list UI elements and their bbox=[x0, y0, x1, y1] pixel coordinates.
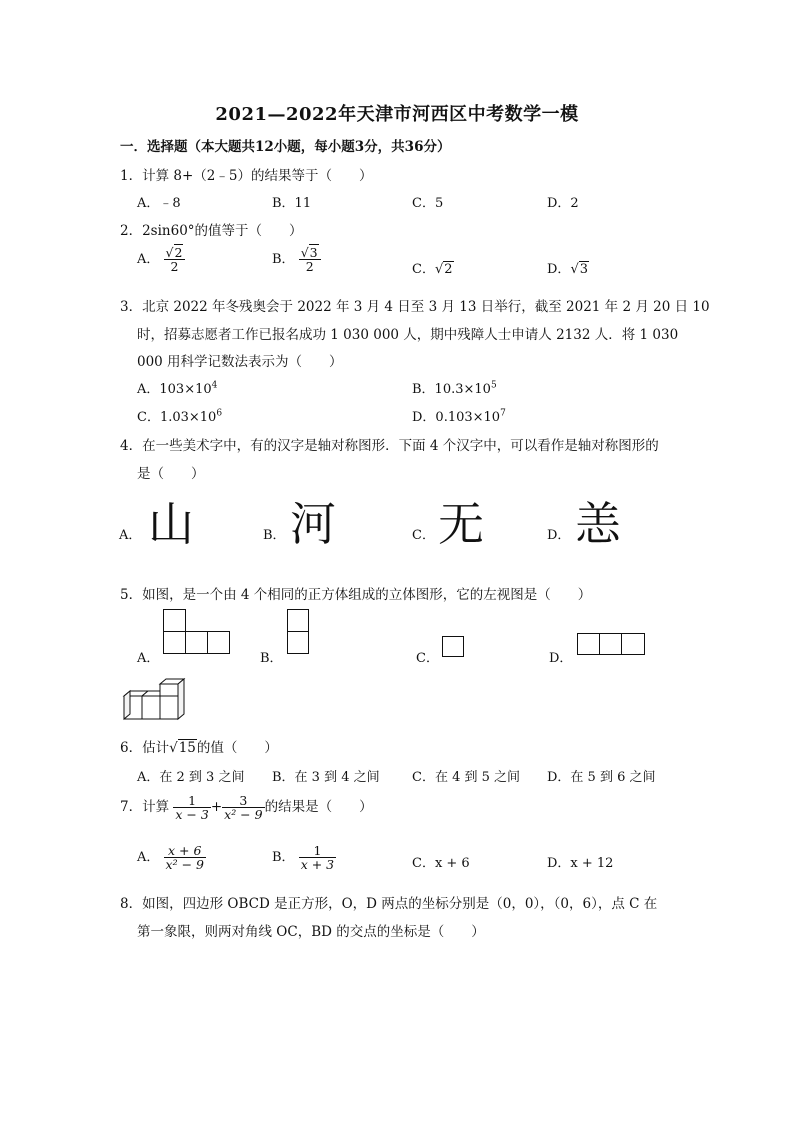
q7-option-a-label: A． bbox=[137, 850, 160, 866]
question-6-stem: 6．估计√15的值（ ） bbox=[120, 740, 278, 756]
question-1-stem: 1．计算 8+（2﹣5）的结果等于（ ） bbox=[120, 168, 373, 184]
q4-option-b-char: 河 bbox=[290, 497, 336, 551]
q3-option-b bbox=[412, 378, 497, 397]
q3-option-a-exponent: 4 bbox=[211, 380, 218, 391]
q2-option-d-label: D． bbox=[547, 262, 571, 277]
q7-option-c: C．x + 6 bbox=[412, 856, 470, 871]
q1-option-c: C．5 bbox=[412, 196, 444, 211]
q7-plus: + bbox=[210, 799, 223, 816]
q2-option-b-label: B． bbox=[272, 252, 295, 268]
q7-a-denominator: x² − 9 bbox=[165, 857, 204, 873]
page-title: 2021—2022年天津市河西区中考数学一模 bbox=[215, 104, 579, 125]
q6-option-a: A．在 2 到 3 之间 bbox=[137, 770, 245, 785]
q7-fraction-2 bbox=[222, 794, 264, 821]
q4-option-d-label: D． bbox=[547, 528, 571, 543]
q4-option-d-char: 恙 bbox=[575, 497, 621, 551]
q2-option-a-label: A． bbox=[137, 252, 160, 268]
q5-option-c-label: C． bbox=[416, 651, 439, 666]
question-8-line-1: 8．如图，四边形 OBCD 是正方形，O，D 两点的坐标分别是（0，0），（0，6），点 C 在 bbox=[120, 896, 658, 912]
q3-option-c-exponent: 6 bbox=[216, 408, 223, 419]
q3-option-d bbox=[412, 406, 506, 425]
q1-option-d: D．2 bbox=[547, 196, 579, 211]
q7-stem-suffix: 的结果是（ ） bbox=[264, 799, 373, 816]
q6-radicand: 15 bbox=[178, 740, 196, 756]
q7-option-a-fraction bbox=[164, 844, 206, 871]
q7-f1-numerator: 1 bbox=[173, 794, 210, 808]
q4-option-b-label: B． bbox=[263, 528, 286, 543]
q6-stem-prefix: 6．估计 bbox=[120, 740, 170, 756]
q1-option-a: A．﹣8 bbox=[137, 196, 181, 211]
q4-option-a-label: A． bbox=[119, 528, 142, 543]
question-5-stem: 5．如图，是一个由 4 个相同的正方体组成的立体图形，它的左视图是（ ） bbox=[120, 587, 592, 603]
q4-option-a-char: 山 bbox=[148, 497, 194, 551]
q3-option-d-exponent: 7 bbox=[500, 408, 506, 419]
q2-option-a bbox=[137, 246, 185, 273]
q7-option-b bbox=[272, 844, 336, 871]
q4-option-c-char: 无 bbox=[438, 497, 484, 551]
question-8-line-2: 第一象限，则两对角线 OC，BD 的交点的坐标是（ ） bbox=[137, 924, 485, 940]
q2-option-b bbox=[272, 246, 321, 273]
q7-f2-numerator: 3 bbox=[222, 794, 264, 808]
q2-option-c-label: C． bbox=[412, 262, 435, 277]
q7-a-numerator: x + 6 bbox=[164, 844, 206, 858]
q2-d-radicand: 3 bbox=[579, 262, 589, 277]
q7-option-b-label: B． bbox=[272, 850, 295, 866]
q7-option-b-fraction bbox=[299, 844, 336, 871]
q4-option-c-label: C． bbox=[412, 528, 435, 543]
q2-c-radicand: 2 bbox=[444, 262, 453, 277]
q3-option-a bbox=[137, 378, 217, 397]
q3-option-c-text: C．1.03×10 bbox=[137, 410, 217, 425]
q6-option-b: B．在 3 到 4 之间 bbox=[272, 770, 380, 785]
q7-b-numerator: 1 bbox=[299, 844, 336, 858]
q6-option-d: D．在 5 到 6 之间 bbox=[547, 770, 656, 785]
q7-option-a bbox=[137, 844, 206, 871]
q2-option-b-fraction: $\frac{√3}{2}$ bbox=[299, 246, 321, 273]
q5-solid-figure bbox=[118, 672, 198, 724]
question-4-line-2: 是（ ） bbox=[137, 466, 205, 482]
q7-option-d: D．x + 12 bbox=[547, 856, 614, 871]
question-2-stem: 2．2sin60°的值等于（ ） bbox=[120, 223, 303, 239]
question-4-line-1: 4．在一些美术字中，有的汉字是轴对称图形．下面 4 个汉字中，可以看作是轴对称图形的 bbox=[120, 438, 659, 454]
q3-option-b-exponent: 5 bbox=[490, 380, 497, 391]
q2-b-radicand: 3 bbox=[309, 245, 318, 260]
question-3-line-1: 3．北京 2022 年冬残奥会于 2022 年 3 月 4 日至 3 月 13 日举行，截至 2021 年 2 月 20 日 10 bbox=[120, 299, 710, 315]
q2-a-denominator: 2 bbox=[170, 259, 179, 275]
q6-option-c: C．在 4 到 5 之间 bbox=[412, 770, 521, 785]
q2-option-a-fraction: $\frac{√2}{2}$ bbox=[164, 246, 186, 273]
section-heading: 一．选择题（本大题共12小题，每小题3分，共36分） bbox=[120, 139, 451, 155]
question-3-line-3: 000 用科学记数法表示为（ ） bbox=[137, 354, 343, 370]
question-3-line-2: 时，招募志愿者工作已报名成功 1 030 000 人，期中残障人士申请人 2132 人．将 1 030 bbox=[137, 327, 679, 343]
q7-b-denominator: x + 3 bbox=[300, 857, 335, 873]
q5-option-d-label: D． bbox=[549, 651, 573, 666]
q6-stem-suffix: 的值（ ） bbox=[196, 740, 278, 756]
q3-option-c bbox=[137, 406, 222, 425]
q2-a-radicand: 2 bbox=[174, 245, 183, 260]
q2-option-d: D．√3 bbox=[547, 262, 589, 277]
q1-option-b: B．11 bbox=[272, 196, 312, 211]
q5-option-b-label: B． bbox=[260, 651, 283, 666]
q3-option-d-text: D．0.103×10 bbox=[412, 410, 501, 425]
q7-f1-denominator: x − 3 bbox=[175, 807, 209, 823]
q7-fraction-1 bbox=[173, 794, 210, 821]
q7-f2-denominator: x² − 9 bbox=[224, 807, 263, 823]
q3-option-b-text: B．10.3×10 bbox=[412, 382, 491, 397]
q2-b-denominator: 2 bbox=[305, 259, 314, 275]
question-7-stem bbox=[120, 794, 373, 821]
q2-option-c: C．√2 bbox=[412, 262, 453, 277]
q5-option-a-label: A． bbox=[137, 651, 160, 666]
q3-option-a-text: A．103×10 bbox=[137, 382, 212, 397]
q7-stem-prefix: 7．计算 bbox=[120, 799, 170, 816]
